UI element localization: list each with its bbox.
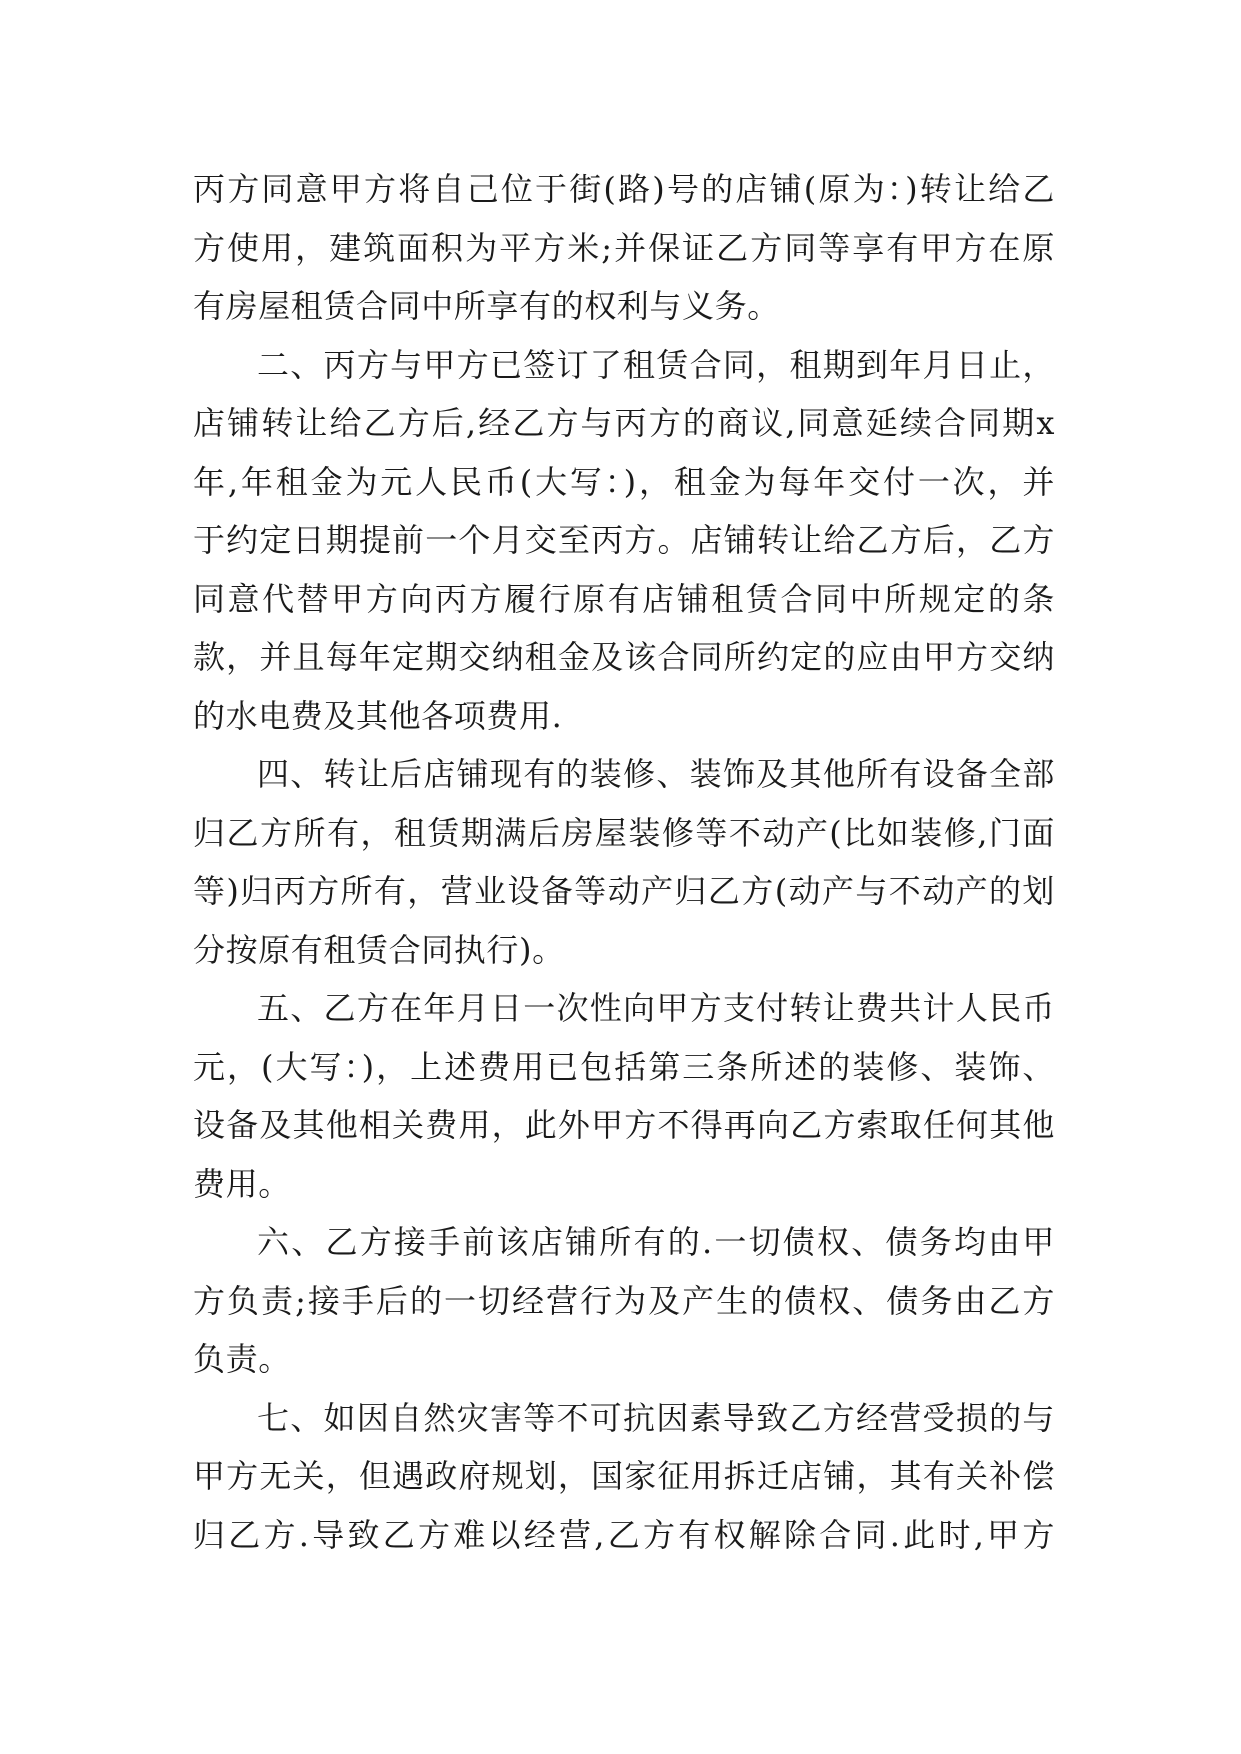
text-line: 于约定日期提前一个月交至丙方。店铺转让给乙方后，乙方 (193, 521, 1055, 559)
paragraph-5 (193, 1213, 1055, 1389)
paragraph-1 (193, 160, 1055, 336)
text-line: 费用。 (193, 1164, 291, 1203)
text-line: 的水电费及其他各项费用. (193, 696, 563, 735)
paragraph-3 (193, 745, 1055, 979)
text-line: 甲方无关，但遇政府规划，国家征用拆迁店铺，其有关补偿 (193, 1457, 1055, 1495)
text-line: 归乙方所有，租赁期满后房屋装修等不动产(比如装修,门面 (193, 813, 1055, 852)
paragraph-4 (193, 979, 1055, 1213)
text-line: 元，(大写：)，上述费用已包括第三条所述的装修、装饰、 (193, 1047, 1055, 1086)
text-line: 款，并且每年定期交纳租金及该合同所约定的应由甲方交纳 (193, 638, 1055, 676)
text-line: 店铺转让给乙方后,经乙方与丙方的商议,同意延续合同期x (193, 404, 1055, 442)
text-line: 四、转让后店铺现有的装修、装饰及其他所有设备全部 (257, 755, 1055, 793)
text-line: 分按原有租赁合同执行)。 (193, 930, 565, 969)
text-line: 方负责;接手后的一切经营行为及产生的债权、债务由乙方 (193, 1281, 1055, 1320)
text-line: 等)归丙方所有，营业设备等动产归乙方(动产与不动产的划 (193, 872, 1055, 910)
document-body (193, 160, 1055, 1564)
text-line: 方使用，建筑面积为平方米;并保证乙方同等享有甲方在原 (193, 228, 1055, 267)
text-line: 丙方同意甲方将自己位于街(路)号的店铺(原为：)转让给乙 (193, 170, 1055, 208)
text-line: 六、乙方接手前该店铺所有的.一切债权、债务均由甲 (257, 1223, 1055, 1261)
text-line: 五、乙方在年月日一次性向甲方支付转让费共计人民币 (257, 989, 1055, 1027)
text-line: 二、丙方与甲方已签订了租赁合同，租期到年月日止， (257, 345, 1055, 384)
text-line: 七、如因自然灾害等不可抗因素导致乙方经营受损的与 (257, 1398, 1055, 1437)
text-line: 同意代替甲方向丙方履行原有店铺租赁合同中所规定的条 (193, 579, 1055, 618)
text-line: 设备及其他相关费用，此外甲方不得再向乙方索取任何其他 (193, 1106, 1055, 1144)
paragraph-2 (193, 336, 1055, 746)
text-line: 有房屋租赁合同中所享有的权利与义务。 (193, 287, 780, 325)
text-line: 负责。 (193, 1340, 291, 1378)
paragraph-6 (193, 1389, 1055, 1565)
text-line: 年,年租金为元人民币(大写：)，租金为每年交付一次，并 (193, 462, 1055, 501)
text-line: 归乙方.导致乙方难以经营,乙方有权解除合同.此时,甲方 (193, 1515, 1055, 1554)
